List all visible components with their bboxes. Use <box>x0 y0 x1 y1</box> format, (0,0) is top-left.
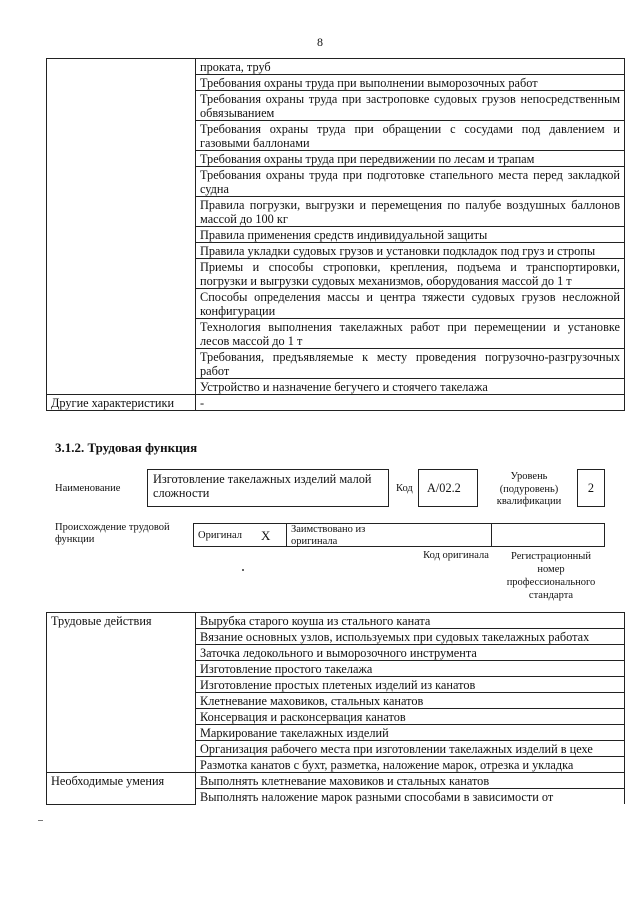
table-row: Требования охраны труда при обращении с сосудами под давлением и газовыми баллонами <box>196 121 625 151</box>
knowledge-label-cell <box>47 59 196 395</box>
table-row: Требования охраны труда при выполнении выморозочных работ <box>196 75 625 91</box>
table-row: Способы определения массы и центра тяжести судовых грузов несложной конфигурации <box>196 289 625 319</box>
table-row: проката, труб <box>196 59 625 75</box>
knowledge-table <box>46 58 625 411</box>
code-label: Код <box>396 483 413 494</box>
table-row: Маркирование такелажных изделий <box>196 725 625 741</box>
table-row: Требования охраны труда при передвижении по лесам и трапам <box>196 151 625 167</box>
origin-row <box>193 523 605 547</box>
function-code-box: А/02.2 <box>418 469 478 507</box>
table-row: Технология выполнения такелажных работ при перемещении и установке лесов массой до 1 т <box>196 319 625 349</box>
actions-table <box>46 612 625 805</box>
table-row: Правила погрузки, выгрузки и перемещения по палубе воздушных баллонов массой до 100 кг <box>196 197 625 227</box>
borrowed-cell <box>286 523 491 547</box>
borrowed-label: Заимствовано из оригинала <box>291 524 366 547</box>
skills-label: Необходимые умения <box>47 773 196 805</box>
original-label: Оригинал <box>198 530 242 541</box>
table-row: Требования охраны труда при застроповке судовых грузов непосредственным обвязыванием <box>196 91 625 121</box>
table-row: Вырубка старого коуша из стального каната <box>196 613 625 629</box>
stray-dot <box>242 569 244 571</box>
name-label: Наименование <box>55 483 121 494</box>
reg-number-cell <box>491 523 605 547</box>
other-characteristics-label: Другие характеристики <box>47 395 196 411</box>
other-characteristics-value: - <box>196 395 625 411</box>
table-row: Консервация и расконсервация канатов <box>196 709 625 725</box>
table-row: Изготовление простых плетеных изделий из канатов <box>196 677 625 693</box>
original-cell <box>193 523 286 547</box>
table-row: Требования охраны труда при подготовке стапельного места перед закладкой судна <box>196 167 625 197</box>
margin-tick <box>38 820 43 821</box>
table-row: Клетневание маховиков, стальных канатов <box>196 693 625 709</box>
table-row: Выполнять клетневание маховиков и стальных канатов <box>196 773 625 789</box>
table-row: Требования, предъявляемые к месту проведения погрузочно-разгрузочных работ <box>196 349 625 379</box>
actions-label: Трудовые действия <box>47 613 196 773</box>
origin-label: Происхождение трудовой функции <box>55 522 170 545</box>
table-row: Организация рабочего места при изготовлении такелажных изделий в цехе <box>196 741 625 757</box>
table-row: Устройство и назначение бегучего и стоячего такелажа <box>196 379 625 395</box>
table-row: Размотка канатов с бухт, разметка, наложение марок, отрезка и укладка <box>196 757 625 773</box>
table-row: Приемы и способы строповки, крепления, подъема и транспортировки, погрузки и выгрузки судовых механизмов, оборудования массой до 1 т <box>196 259 625 289</box>
original-mark: X <box>261 528 271 543</box>
table-row: Правила применения средств индивидуальной защиты <box>196 227 625 243</box>
page-number: 8 <box>317 35 323 49</box>
table-row: Вязание основных узлов, используемых при судовых такелажных работах <box>196 629 625 645</box>
level-box: 2 <box>577 469 605 507</box>
table-row: Выполнять наложение марок разными способами в зависимости от <box>196 789 625 805</box>
code-caption: Код оригинала <box>423 550 489 561</box>
function-name-box: Изготовление такелажных изделий малой сложности <box>147 469 389 507</box>
section-heading: 3.1.2. Трудовая функция <box>55 440 198 455</box>
reg-caption: Регистрационный номер профессионального стандарта <box>506 551 596 601</box>
table-row: Заточка ледокольного и выморозочного инструмента <box>196 645 625 661</box>
level-label: Уровень (подуровень) квалификации <box>496 471 562 507</box>
table-row: Правила укладки судовых грузов и установки подкладок под груз и стропы <box>196 243 625 259</box>
table-row: Изготовление простого такелажа <box>196 661 625 677</box>
